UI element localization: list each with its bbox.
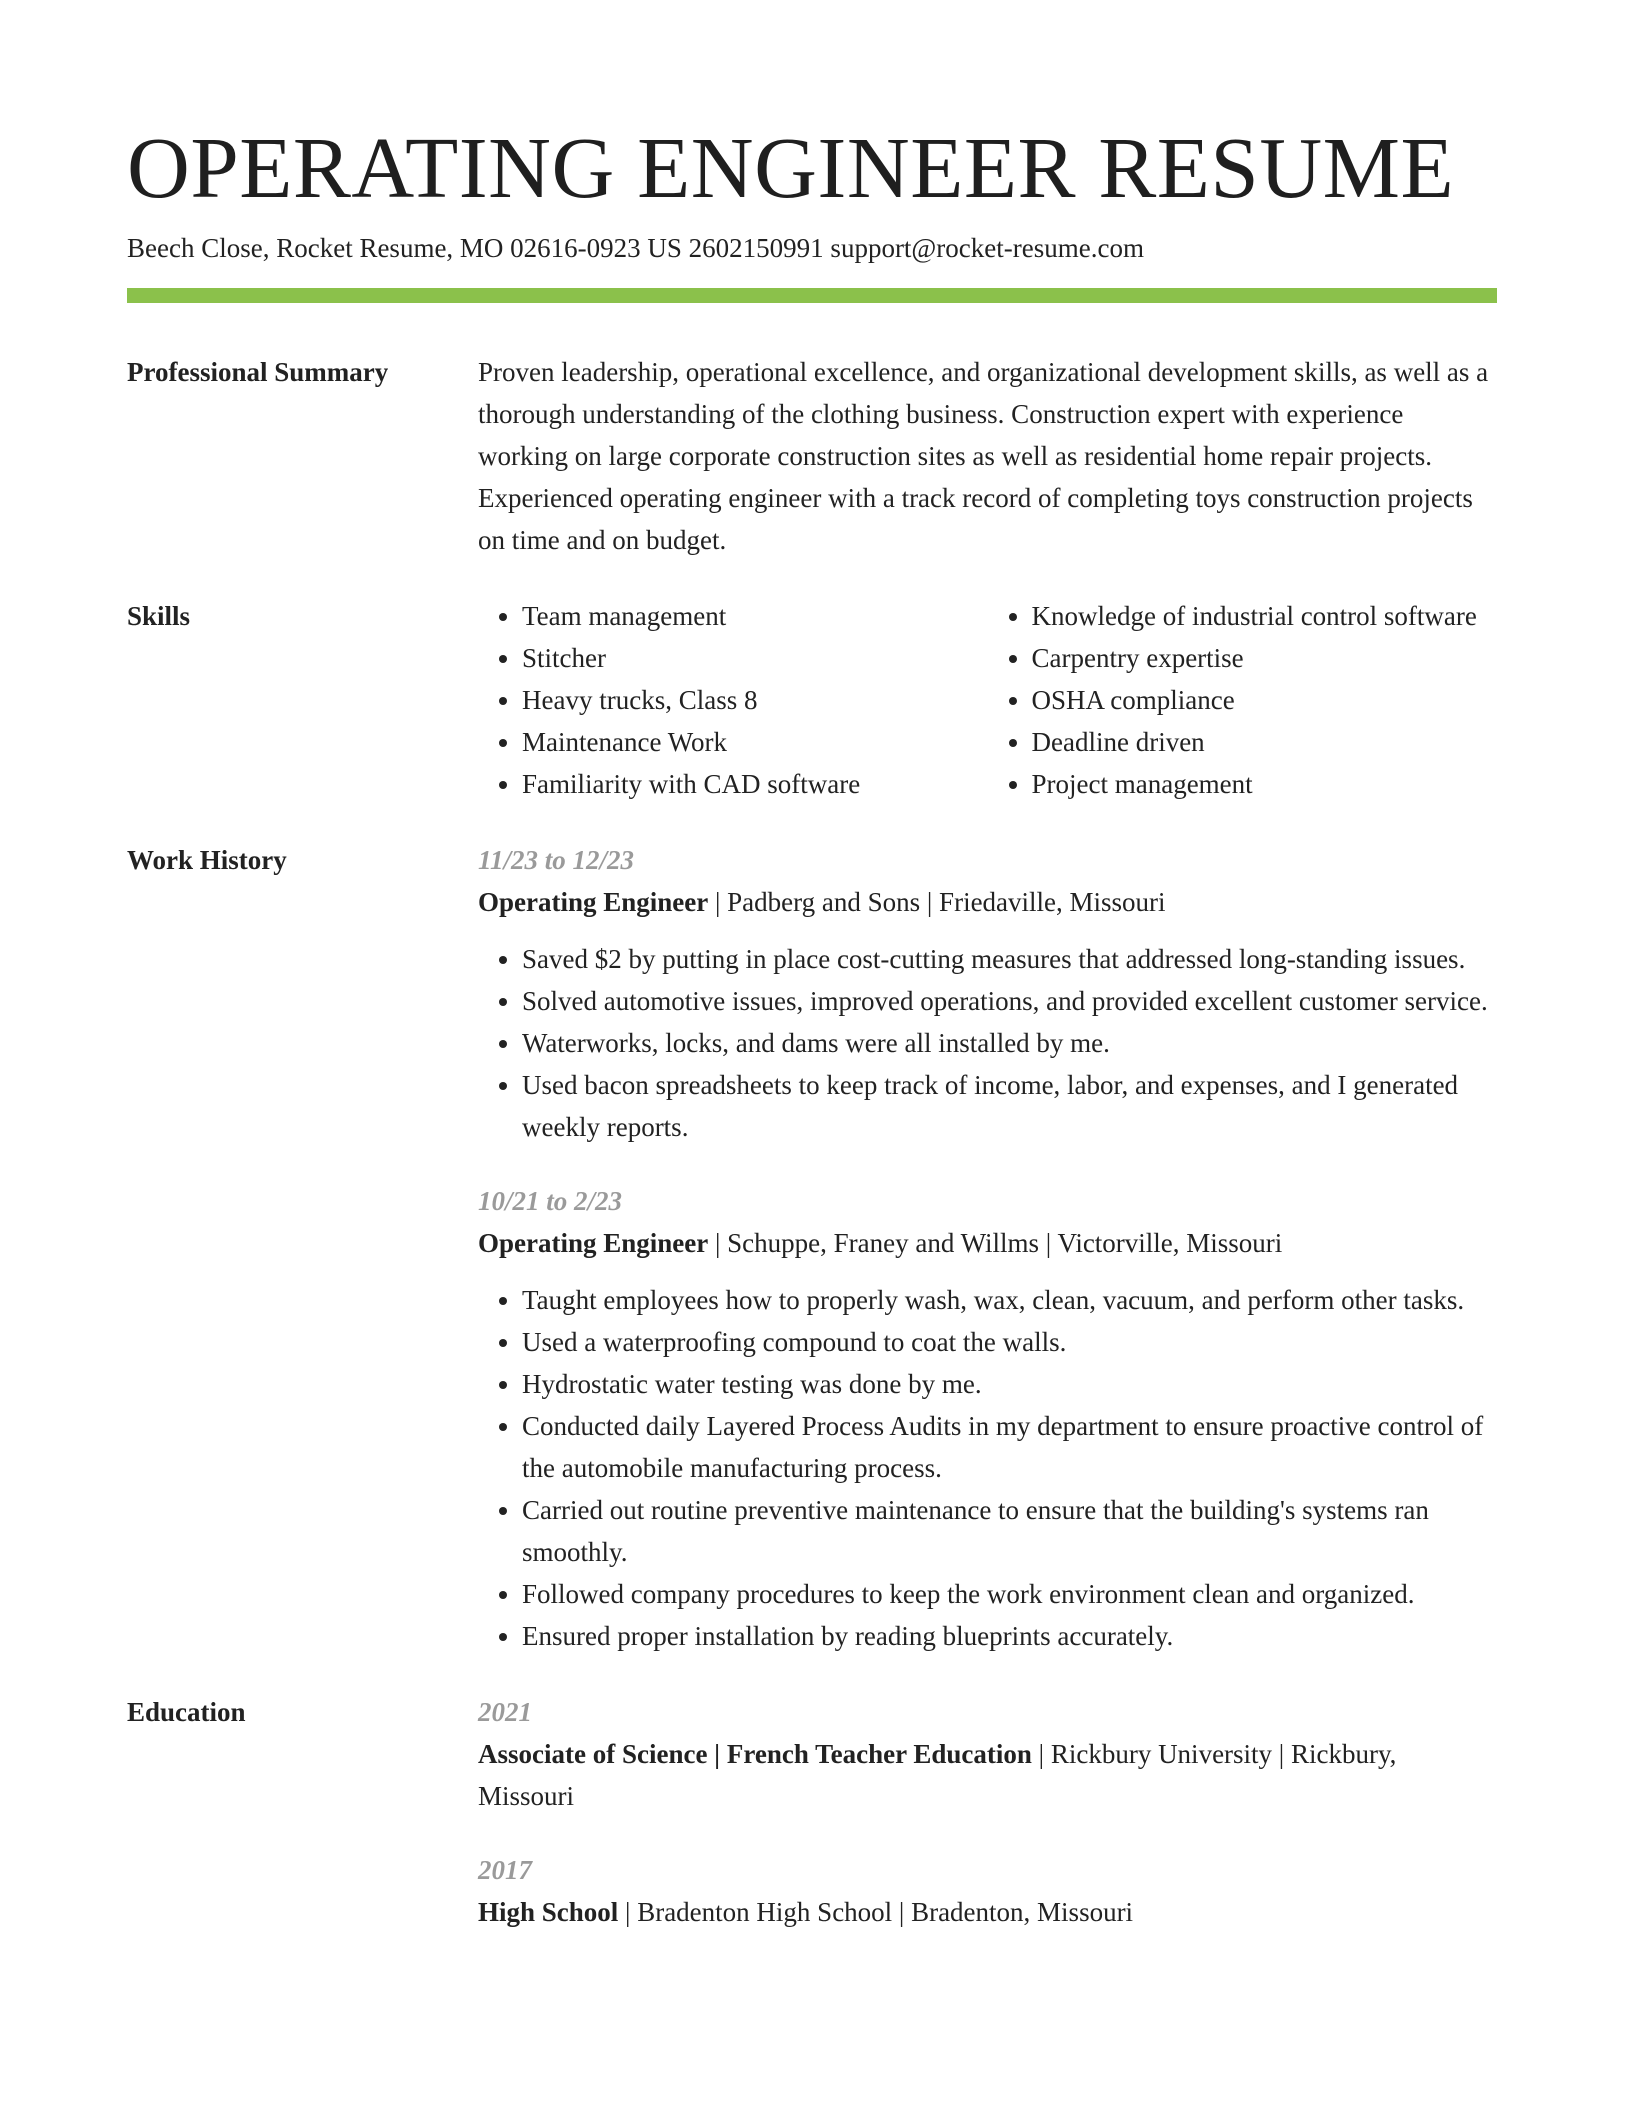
education-entry bbox=[478, 1691, 1497, 1817]
skill-item: • Familiarity with CAD software bbox=[522, 763, 988, 805]
job-bullet: • Used bacon spreadsheets to keep track of income, labor, and expenses, and I generated weekly reports. bbox=[522, 1064, 1497, 1148]
contact-line: Beech Close, Rocket Resume, MO 02616-0923 US 2602150991 support@rocket-resume.com bbox=[127, 233, 1144, 263]
job-bullet: • Hydrostatic water testing was done by me. bbox=[522, 1363, 1497, 1405]
work-history-label: Work History bbox=[127, 845, 287, 875]
job-title: Operating Engineer bbox=[478, 887, 709, 917]
education-degree: Associate of Science | French Teacher Education bbox=[478, 1739, 1032, 1769]
education-heading bbox=[478, 1891, 1497, 1933]
job-bullet: • Solved automotive issues, improved operations, and provided excellent customer service. bbox=[522, 980, 1497, 1022]
skill-item: • Team management bbox=[522, 595, 988, 637]
education-year: 2021 bbox=[478, 1697, 532, 1727]
job-bullets bbox=[478, 1279, 1497, 1657]
summary-label: Professional Summary bbox=[127, 357, 389, 387]
education-entry bbox=[478, 1849, 1497, 1933]
skill-item: • Project management bbox=[1032, 763, 1498, 805]
skill-item: • Deadline driven bbox=[1032, 721, 1498, 763]
job-bullet: • Ensured proper installation by reading blueprints accurately. bbox=[522, 1615, 1497, 1657]
skill-item: • Knowledge of industrial control software bbox=[1032, 595, 1498, 637]
job-details: | Padberg and Sons | Friedaville, Missouri bbox=[708, 887, 1166, 917]
job-bullets bbox=[478, 938, 1497, 1148]
work-history-section bbox=[127, 839, 1497, 1657]
skill-item: • Stitcher bbox=[522, 637, 988, 679]
job-title: Operating Engineer bbox=[478, 1228, 709, 1258]
education-year: 2017 bbox=[478, 1855, 532, 1885]
skill-item: • Carpentry expertise bbox=[1032, 637, 1498, 679]
skill-item: • OSHA compliance bbox=[1032, 679, 1498, 721]
job-dates: 10/21 to 2/23 bbox=[478, 1186, 623, 1216]
skills-column-right bbox=[988, 595, 1498, 805]
job-bullet: • Used a waterproofing compound to coat the walls. bbox=[522, 1321, 1497, 1363]
skill-item: • Heavy trucks, Class 8 bbox=[522, 679, 988, 721]
skills-section bbox=[127, 595, 1497, 805]
skills-label: Skills bbox=[127, 601, 191, 631]
job-heading bbox=[478, 881, 1497, 923]
skills-list bbox=[478, 595, 1497, 805]
job-bullet: • Taught employees how to properly wash, wax, clean, vacuum, and perform other tasks. bbox=[522, 1279, 1497, 1321]
summary-section bbox=[127, 351, 1497, 561]
job-entry bbox=[478, 1180, 1497, 1657]
job-bullet: • Conducted daily Layered Process Audits in my department to ensure proactive control of the automobile manufacturing process. bbox=[522, 1405, 1497, 1489]
page-title: OPERATING ENGINEER RESUME bbox=[127, 119, 1455, 216]
job-heading bbox=[478, 1222, 1497, 1264]
skill-item: • Maintenance Work bbox=[522, 721, 988, 763]
job-bullet: • Saved $2 by putting in place cost-cutting measures that addressed long-standing issues. bbox=[522, 938, 1497, 980]
job-details: | Schuppe, Franey and Willms | Victorville, Missouri bbox=[708, 1228, 1283, 1258]
education-details: | Bradenton High School | Bradenton, Missouri bbox=[618, 1897, 1134, 1927]
education-details: | Rickbury University | Rickbury, Missouri bbox=[478, 1739, 1397, 1811]
education-degree: High School bbox=[478, 1897, 619, 1927]
job-bullet: • Waterworks, locks, and dams were all installed by me. bbox=[522, 1022, 1497, 1064]
resume-page bbox=[127, 118, 1497, 1933]
education-heading bbox=[478, 1733, 1497, 1817]
job-dates: 11/23 to 12/23 bbox=[478, 845, 635, 875]
job-bullet: • Carried out routine preventive maintenance to ensure that the building's systems ran smoothly. bbox=[522, 1489, 1497, 1573]
job-bullet: • Followed company procedures to keep the work environment clean and organized. bbox=[522, 1573, 1497, 1615]
job-entry bbox=[478, 839, 1497, 1148]
education-label: Education bbox=[127, 1697, 246, 1727]
accent-divider bbox=[127, 288, 1497, 303]
education-section bbox=[127, 1691, 1497, 1933]
summary-text: Proven leadership, operational excellence, and organizational development skills, as well as a thorough understanding of the clothing business. Construction expert with experience working on large corporate construction sites as well as residential home repair projects. Experienced operating engineer with a track record of completing toys construction projects on time and on budget. bbox=[478, 357, 1489, 555]
skills-column-left bbox=[478, 595, 988, 805]
